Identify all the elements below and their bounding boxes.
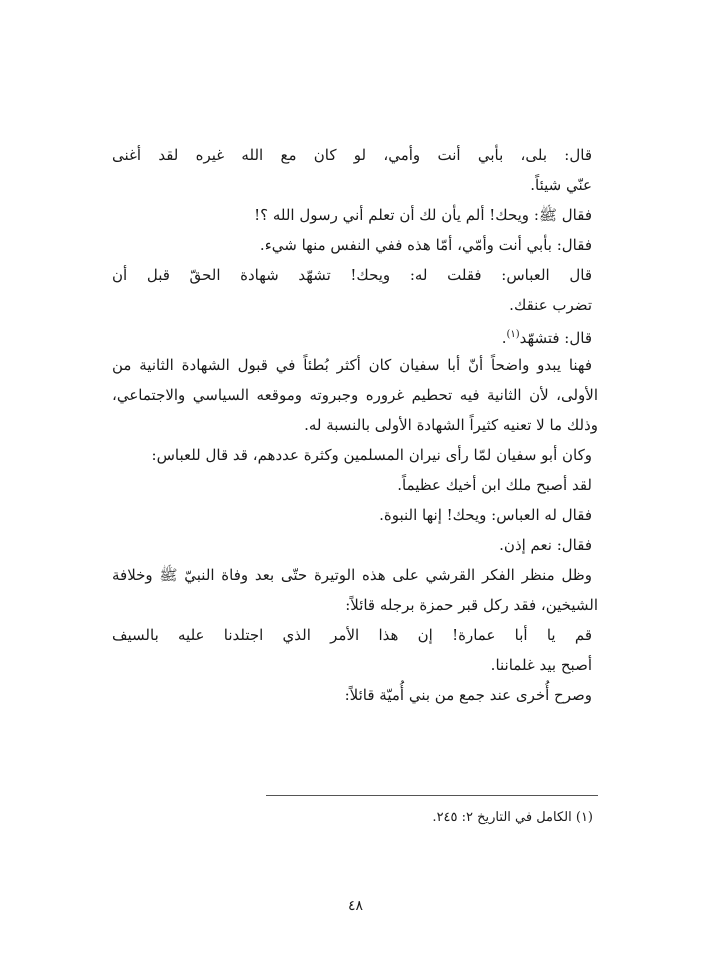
text-line-with-footnote bbox=[112, 320, 598, 350]
footnote-separator bbox=[266, 795, 598, 796]
text-line: الأولى، لأن الثانية فيه تحطيم غروره وجبروته وموقعه السياسي والاجتماعي، bbox=[112, 386, 598, 404]
text-line: أصبح بيد غلماننا. bbox=[490, 656, 592, 674]
text-line: لقد أصبح ملك ابن أخيك عظيماً. bbox=[397, 476, 592, 494]
text-line: فقال ﷺ: ويحك! ألم يأن لك أن تعلم أني رسول الله ؟! bbox=[254, 206, 592, 224]
text-line: فقال: نعم إذن. bbox=[499, 536, 592, 554]
page-number: ٤٨ bbox=[347, 898, 364, 914]
footnote-marker: (١) bbox=[506, 329, 520, 340]
text-line: فقال له العباس: ويحك! إنها النبوة. bbox=[379, 506, 592, 524]
footnote: (١) الكامل في التاريخ ٢: ٢٤٥. bbox=[432, 810, 593, 825]
text-line: قال: بلى، بأبي أنت وأمي، لو كان مع الله غيره لقد أغنى bbox=[112, 146, 592, 164]
text-line: وصرح أُخرى عند جمع من بني أُميّة قائلاً: bbox=[344, 686, 592, 704]
text-fragment: . bbox=[501, 329, 507, 347]
text-line: فقال: بأبي أنت وأمّي، أمّا هذه ففي النفس منها شيء. bbox=[259, 236, 592, 254]
text-fragment: قال: فتشهّد bbox=[519, 329, 592, 347]
text-line: وظل منظر الفكر القرشي على هذه الوتيرة حتّى بعد وفاة النبيّ ﷺ وخلافة bbox=[112, 566, 592, 584]
text-line: الشيخين، فقد ركل قبر حمزة برجله قائلاً: bbox=[345, 596, 598, 614]
text-line: تضرب عنقك. bbox=[509, 296, 592, 314]
main-text bbox=[112, 140, 598, 710]
text-line: فهنا يبدو واضحاً أنّ أبا سفيان كان أكثر بُطئاً في قبول الشهادة الثانية من bbox=[112, 356, 592, 374]
text-line: قم يا أبا عمارة! إن هذا الأمر الذي اجتلدنا عليه بالسيف bbox=[112, 626, 592, 644]
text-line: قال العباس: فقلت له: ويحك! تشهّد شهادة الحقّ قبل أن bbox=[112, 266, 592, 284]
text-line: عنّي شيئاً. bbox=[530, 176, 592, 194]
text-line: وذلك ما لا تعنيه كثيراً الشهادة الأولى بالنسبة له. bbox=[304, 416, 598, 434]
text-line: وكان أبو سفيان لمّا رأى نيران المسلمين وكثرة عددهم، قد قال للعباس: bbox=[151, 446, 592, 464]
